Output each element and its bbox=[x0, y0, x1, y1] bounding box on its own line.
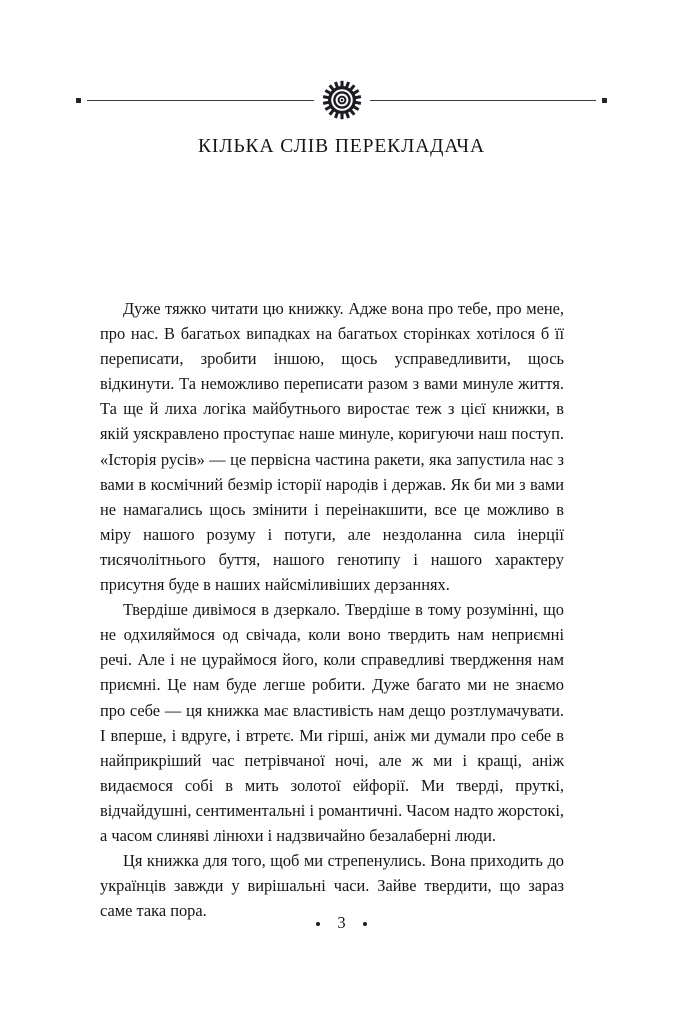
page-number: 3 bbox=[337, 913, 346, 932]
chapter-title: КІЛЬКА СЛІВ ПЕРЕКЛАДАЧА bbox=[198, 136, 485, 158]
cog-ornament-icon bbox=[320, 78, 364, 122]
folio-dot-left-icon bbox=[316, 922, 320, 926]
body-paragraph: Ця книжка для того, щоб ми стрепенулись. Вона приходить до українців завжди у вирішальні часи. Зайве твердити, що зараз саме така пора. bbox=[100, 851, 564, 921]
rule-end-dot-left-icon bbox=[76, 98, 81, 103]
header-rule-line-right bbox=[370, 100, 597, 101]
rule-end-dot-right-icon bbox=[602, 98, 607, 103]
header-rule-line-left bbox=[87, 100, 314, 101]
body-text-block bbox=[100, 296, 564, 923]
header-ornament-rule bbox=[76, 78, 607, 122]
folio bbox=[0, 915, 683, 932]
folio-dot-right-icon bbox=[363, 922, 367, 926]
body-paragraph: Дуже тяжко читати цю книжку. Адже вона про тебе, про мене, про нас. В багатьох випадках на багатьох сторінках хотілося б її переписати, зробити іншою, щось усправедливити, щось відкинути. Та неможливо переписати разом з вами минуле життя. Та ще й лиха логіка майбутнього виростає теж з цієї книжки, в якій уяскравлено проступає наше минуле, коригуючи наш поступ. «Історія русів» — це первісна частина ракети, яка запустила нас з вами в космічний безмір історії народів і держав. Як би ми з вами не намагались щось змінити і переінакшити, все це можливо в міру нашого розуму і потуги, але нездоланна сила інерції тисячолітнього буття, нашого генотипу і нашого характеру присутня буде в наших найсміливіших дерзаннях. bbox=[100, 299, 564, 595]
body-paragraph: Твердіше дивімося в дзеркало. Твердіше в тому розумінні, що не одхиляймося од свічада, коли воно твердить нам неприємні речі. Але і не цураймося його, коли справедливі твердження нам приємні. Це нам буде легше робити. Дуже багато ми не знаємо про себе — ця книжка має властивість нам дещо розтлумачувати. І вперше, і вдруге, і втретє. Ми гірші, аніж ми думали про себе в найприкріший час петрівчаної ночі, але ж ми і кращі, аніж видаємося собі в мить золотої ейфорії. Ми тверді, пруткі, відчайдушні, сентиментальні і романтичні. Часом надто жорстокі, а часом слиняві лінюхи і надзвичайно безалаберні люди. bbox=[100, 600, 564, 845]
